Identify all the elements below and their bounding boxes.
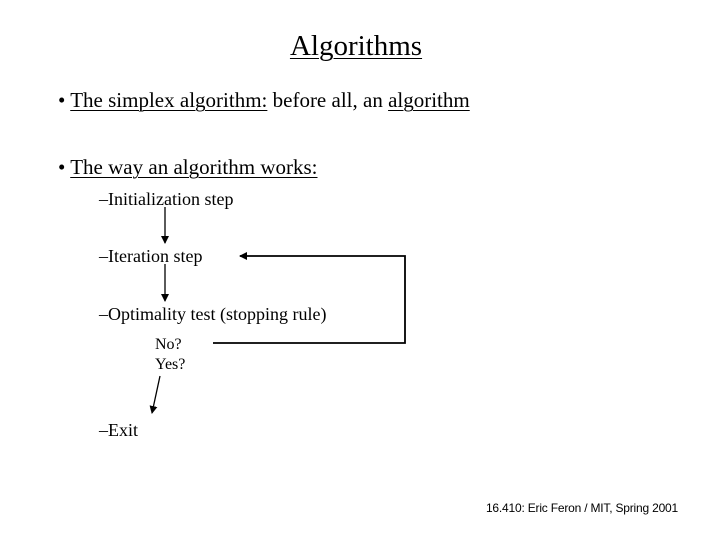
bullet-simplex-underlined: The simplex algorithm:: [70, 88, 268, 112]
loop-arrow-no-to-iteration: [213, 256, 405, 343]
bullet-simplex-algorithm: algorithm: [388, 88, 470, 112]
step-initialization: –Initialization step: [99, 189, 234, 209]
step-optimality-test: –Optimality test (stopping rule): [99, 304, 327, 324]
slide-footer: 16.410: Eric Feron / MIT, Spring 2001: [485, 501, 678, 515]
bullet-marker: •: [58, 88, 66, 112]
bullet-simplex-middle: before all, an: [267, 88, 389, 112]
option-no: No?: [155, 336, 182, 353]
slide-title-text: Algorithms: [289, 30, 423, 62]
bullet-way-text: The way an algorithm works:: [70, 155, 318, 179]
option-yes: Yes?: [155, 356, 186, 373]
step-iteration: –Iteration step: [99, 246, 203, 266]
step-exit: –Exit: [99, 420, 138, 440]
bullet-marker: •: [58, 155, 66, 179]
arrow-yes-to-exit: [152, 376, 160, 413]
